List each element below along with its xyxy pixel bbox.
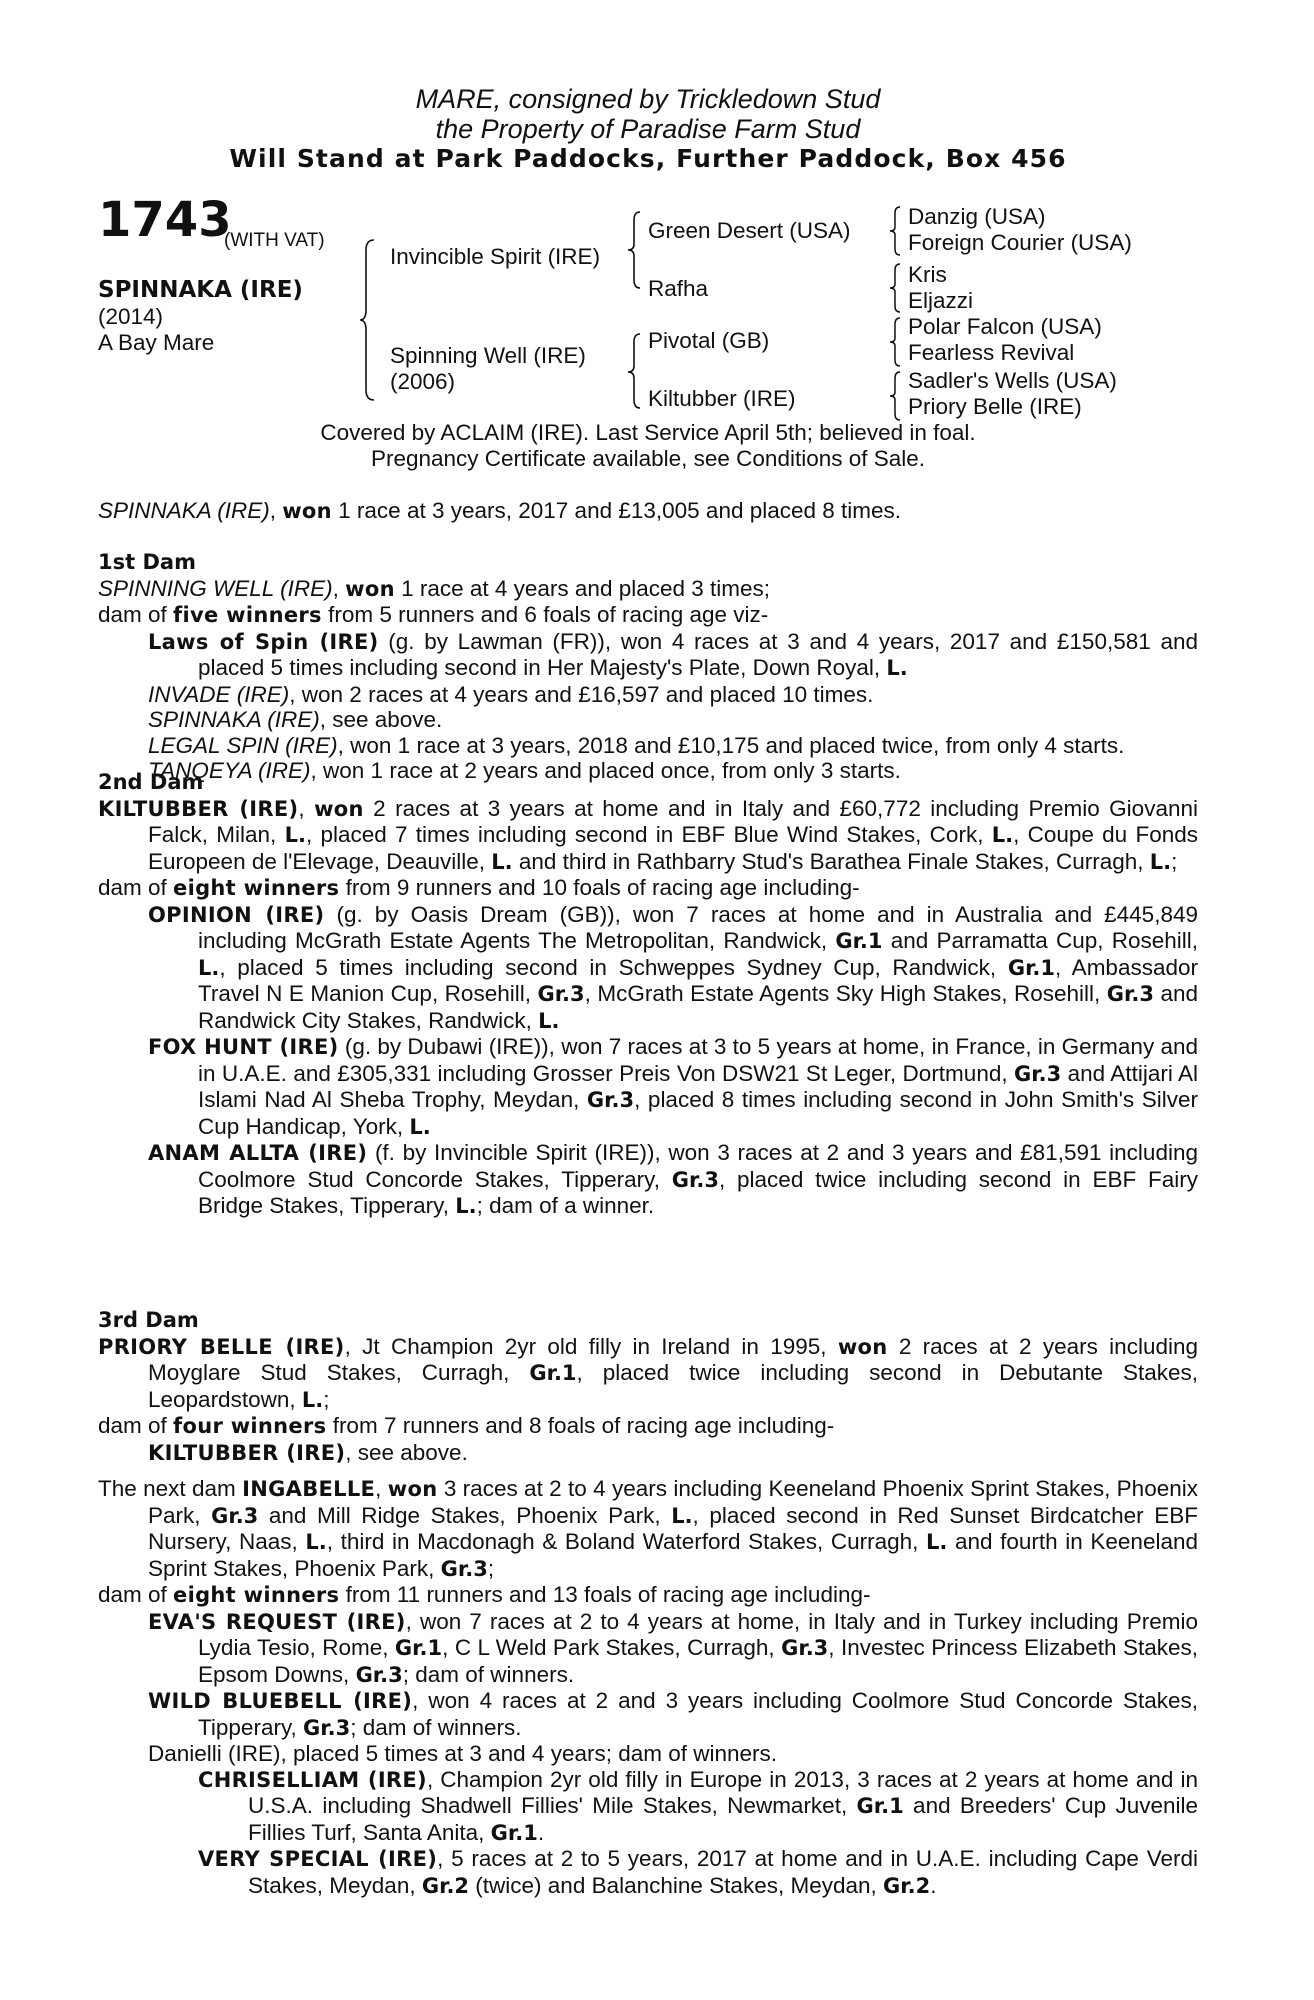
produce-text: (g. by Dubawi (IRE)), won 7 races at 3 to 5 years at home, in France, in Germany and in U.A.E. and £305,331 including Grosser Preis Von DSW21 St Leger, Dortmund, bbox=[198, 1034, 1199, 1086]
listed-mark: L. bbox=[455, 1194, 477, 1218]
produce-entry bbox=[148, 1440, 1198, 1467]
produce-text: (f. by Invincible Spirit (IRE)), won 3 races at 2 and 3 years and £81,591 including Coolmore Stud Concorde Stakes, Tipperary, bbox=[198, 1140, 1198, 1192]
produce-name: OPINION (IRE) bbox=[148, 902, 325, 927]
dam-of-label: dam of bbox=[98, 1582, 174, 1607]
next-dam-produce-summary bbox=[98, 1582, 1198, 1609]
first-dam-won: won bbox=[345, 576, 395, 601]
produce-text: , Champion 2yr old filly in Europe in 2013, 3 races at 2 years at home and in U.S.A. including Shadwell Fillies' Mile Stakes, Newmarket, bbox=[248, 1766, 1198, 1818]
group-mark: Gr.1 bbox=[490, 1820, 538, 1845]
runners-text: from 11 runners and 13 foals of racing age including- bbox=[339, 1582, 871, 1607]
produce-entry bbox=[148, 1688, 1198, 1741]
produce-text: (g. by Lawman (FR)), won 4 races at 3 and 4 years, 2017 and £150,581 and placed 5 times including second in Her Majesty's Plate, Down Royal, bbox=[198, 628, 1198, 680]
produce-entry bbox=[198, 1846, 1198, 1899]
third-dam-produce-summary bbox=[98, 1413, 1198, 1440]
produce-text: , won 7 races at 2 to 4 years at home, in Italy and in Turkey including Premio Lydia Tesio, Rome, bbox=[198, 1608, 1198, 1660]
first-dam-produce-summary bbox=[98, 602, 1198, 629]
dam-sire-dam: Fearless Revival bbox=[908, 340, 1075, 365]
pregnancy-line: Pregnancy Certificate available, see Conditions of Sale. bbox=[370, 445, 926, 471]
listed-mark: L. bbox=[305, 1530, 327, 1554]
produce-text: , won 1 race at 3 years, 2018 and £10,175 and placed twice, from only 4 starts. bbox=[337, 732, 1125, 758]
second-dam-section bbox=[98, 770, 1198, 1220]
summary-text: 1 race at 3 years, 2017 and £13,005 and placed 8 times. bbox=[331, 498, 902, 523]
pedigree-brace-sd bbox=[888, 262, 904, 314]
group-mark: Gr.3 bbox=[211, 1503, 259, 1528]
produce-name: INVADE (IRE) bbox=[148, 681, 290, 707]
runners-text: from 9 runners and 10 foals of racing age including- bbox=[339, 875, 860, 900]
produce-text: , 5 races at 2 to 5 years, 2017 at home and in U.A.E. including Cape Verdi Stakes, Meydan, bbox=[248, 1846, 1198, 1898]
produce-text: (twice) and Balanchine Stakes, Meydan, bbox=[469, 1872, 884, 1898]
produce-text: and Parramatta Cup, Rosehill, bbox=[882, 928, 1198, 953]
record-text: , placed second in Red Sunset Birdcatcher EBF Nursery, Naas, bbox=[148, 1502, 1198, 1554]
record-text: and Mill Ridge Stakes, Phoenix Park, bbox=[258, 1502, 672, 1528]
group-mark: Gr.1 bbox=[856, 1794, 904, 1818]
produce-text: ; dam of winners. bbox=[402, 1661, 575, 1687]
dam-of-label: dam of bbox=[98, 1413, 174, 1438]
group-mark: Gr.1 bbox=[529, 1361, 577, 1385]
first-dam-name: SPINNING WELL (IRE) bbox=[98, 575, 333, 601]
covered-line: Covered by ACLAIM (IRE). Last Service April 5th; believed in foal. bbox=[320, 420, 976, 445]
produce-text: ; dam of a winner. bbox=[476, 1193, 655, 1218]
produce-entry bbox=[148, 1034, 1198, 1140]
produce-entry bbox=[148, 1609, 1198, 1689]
produce-entry bbox=[148, 707, 1198, 733]
sire-sire: Green Desert (USA) bbox=[648, 218, 851, 243]
produce-text: , see above. bbox=[319, 707, 443, 732]
group-mark: Gr.1 bbox=[394, 1636, 443, 1660]
mare-summary: SPINNAKA (IRE), won 1 race at 3 years, 2017 and £13,005 and placed 8 times. bbox=[98, 498, 902, 523]
sire-sire-sire: Danzig (USA) bbox=[908, 204, 1046, 229]
vat-note: (WITH VAT) bbox=[224, 230, 325, 251]
produce-text: and Breeders' Cup Juvenile Fillies Turf, Santa Anita, bbox=[248, 1793, 1198, 1845]
record-text: ; bbox=[1171, 848, 1178, 874]
second-dam-produce-summary bbox=[98, 875, 1198, 902]
record-text: 2 races at 2 years including Moyglare Stud Stakes, Curragh, bbox=[148, 1333, 1199, 1385]
produce-name: TANQEYA (IRE) bbox=[148, 758, 311, 783]
third-dam-won: won bbox=[837, 1334, 888, 1359]
produce-entry bbox=[148, 902, 1198, 1035]
next-dam-label: The next dam bbox=[98, 1476, 243, 1501]
produce-name: CHRISELLIAM (IRE) bbox=[198, 1767, 427, 1792]
dam-of-label: dam of bbox=[98, 602, 174, 627]
next-dam-section bbox=[98, 1476, 1198, 1899]
group-mark: Gr.2 bbox=[883, 1873, 931, 1898]
group-mark: Gr.3 bbox=[586, 1088, 635, 1112]
produce-entry bbox=[198, 1767, 1198, 1847]
sire-dam-sire: Kris bbox=[908, 262, 947, 287]
produce-entry bbox=[148, 682, 1198, 708]
produce-text: , see above. bbox=[345, 1439, 468, 1465]
produce-text: (g. by Oasis Dream (GB)), won 7 races at home and in Australia and £445,849 including McGrath Estate Agents The Metropolitan, Randwick, bbox=[198, 901, 1198, 953]
record-text: ; bbox=[323, 1386, 330, 1412]
third-dam-section bbox=[98, 1308, 1198, 1466]
group-mark: Gr.3 bbox=[781, 1636, 829, 1660]
group-mark: Gr.3 bbox=[440, 1556, 488, 1581]
dam-sire: Pivotal (GB) bbox=[648, 328, 770, 353]
produce-text: ; dam of winners. bbox=[350, 1714, 522, 1740]
produce-entry: Danielli (IRE), placed 5 times at 3 and 4 years; dam of winners. bbox=[148, 1741, 778, 1766]
produce-text: and Randwick City Stakes, Randwick, bbox=[198, 981, 1198, 1033]
summary-name: SPINNAKA (IRE) bbox=[98, 498, 270, 523]
produce-text: , won 1 race at 2 years and placed once, from only 3 starts. bbox=[310, 758, 901, 783]
listed-mark: L. bbox=[409, 1114, 431, 1139]
record-text: and fourth in Keeneland Sprint Stakes, Phoenix Park, bbox=[148, 1529, 1198, 1581]
first-dam-record: SPINNING WELL (IRE), won 1 race at 4 years and placed 3 times; bbox=[98, 575, 771, 601]
group-mark: Gr.3 bbox=[1014, 1061, 1062, 1086]
horse-year: (2014) bbox=[98, 304, 164, 329]
sire: Invincible Spirit (IRE) bbox=[390, 244, 601, 269]
winners-count: four winners bbox=[173, 1414, 327, 1438]
winners-count: eight winners bbox=[173, 1583, 340, 1607]
record-text: , Jt Champion 2yr old filly in Ireland in 1995, bbox=[344, 1333, 838, 1359]
lot-number: 1743 bbox=[98, 192, 232, 248]
produce-text: , won 4 races at 2 and 3 years including Coolmore Stud Concorde Stakes, Tipperary, bbox=[198, 1688, 1198, 1740]
second-dam-record: KILTUBBER (IRE), won 2 races at 3 years at home and in Italy and £60,772 including Premio Giovanni Falck, Milan, L., placed 7 times including second in EBF Blue Wind Stakes, Cork, L., Coupe du Fonds Europeen de l'Elevage, Deauville, L. and third in Rathbarry Stud's Barathea Finale Stakes, Curragh, L.; bbox=[98, 795, 1198, 874]
produce-entry bbox=[148, 733, 1198, 759]
dam-sire-sire: Polar Falcon (USA) bbox=[908, 314, 1102, 339]
group-mark: Gr.1 bbox=[1007, 955, 1056, 980]
pedigree-brace-dd bbox=[888, 370, 904, 422]
listed-mark: L. bbox=[301, 1387, 324, 1412]
group-mark: Gr.3 bbox=[671, 1167, 719, 1192]
third-dam-name: PRIORY BELLE (IRE) bbox=[98, 1334, 345, 1359]
pedigree-brace-main bbox=[360, 238, 380, 402]
third-dam-record bbox=[98, 1334, 1198, 1414]
sire-dam: Rafha bbox=[648, 276, 709, 301]
winners-count: five winners bbox=[173, 603, 322, 627]
second-dam-won: won bbox=[314, 796, 364, 821]
dam-of-label: dam of bbox=[98, 875, 174, 900]
produce-text: , placed 8 times including second in John Smith's Silver Cup Handicap, York, bbox=[198, 1087, 1198, 1139]
lot-header bbox=[98, 84, 1198, 174]
sire-sire-dam: Foreign Courier (USA) bbox=[908, 230, 1132, 255]
second-dam-title: 2nd Dam bbox=[98, 770, 204, 794]
record-text: ; bbox=[487, 1555, 495, 1581]
runners-text: from 5 runners and 6 foals of racing age viz- bbox=[321, 602, 769, 627]
runners-text: from 7 runners and 8 foals of racing age including- bbox=[326, 1413, 835, 1438]
summary-won: won bbox=[282, 499, 332, 523]
listed-mark: L. bbox=[886, 656, 908, 680]
produce-entry bbox=[148, 629, 1198, 682]
produce-name: LEGAL SPIN (IRE) bbox=[148, 732, 338, 758]
produce-text: , McGrath Estate Agents Sky High Stakes, Rosehill, bbox=[584, 981, 1107, 1006]
listed-mark: L. bbox=[284, 823, 306, 847]
listed-mark: L. bbox=[991, 823, 1014, 847]
first-dam-text: 1 race at 4 years and placed 3 times; bbox=[394, 575, 771, 601]
pedigree-brace-ds bbox=[888, 316, 904, 368]
produce-name: SPINNAKA (IRE) bbox=[148, 707, 320, 732]
property-line: the Property of Paradise Farm Stud bbox=[435, 114, 861, 144]
produce-name: ANAM ALLTA (IRE) bbox=[148, 1141, 368, 1165]
record-text: 2 races at 3 years at home and in Italy and £60,772 including Premio Giovanni Falck, Milan, bbox=[148, 795, 1198, 847]
produce-text: , Investec Princess Elizabeth Stakes, Epsom Downs, bbox=[198, 1635, 1198, 1687]
listed-mark: L. bbox=[538, 1008, 560, 1033]
record-text: and third in Rathbarry Stud's Barathea Finale Stakes, Curragh, bbox=[512, 848, 1150, 874]
produce-entry bbox=[148, 1140, 1198, 1220]
produce-name: FOX HUNT (IRE) bbox=[148, 1035, 339, 1059]
produce-name: EVA'S REQUEST (IRE) bbox=[148, 1609, 406, 1634]
listed-mark: L. bbox=[198, 955, 220, 980]
produce-text: . bbox=[930, 1872, 937, 1898]
listed-mark: L. bbox=[491, 849, 513, 874]
horse-name: SPINNAKA (IRE) bbox=[98, 277, 303, 303]
group-mark: Gr.3 bbox=[303, 1715, 351, 1740]
dam: Spinning Well (IRE) bbox=[390, 343, 586, 368]
pedigree-brace-ss bbox=[888, 205, 904, 257]
listed-mark: L. bbox=[671, 1503, 693, 1528]
listed-mark: L. bbox=[925, 1530, 948, 1554]
next-dam-record bbox=[98, 1476, 1198, 1582]
record-text: , bbox=[375, 1476, 388, 1501]
horse-description: A Bay Mare bbox=[98, 330, 215, 355]
pedigree-brace-dam bbox=[626, 332, 644, 412]
third-dam-title: 3rd Dam bbox=[98, 1308, 199, 1332]
produce-text: , placed twice including second in EBF Fairy Bridge Stakes, Tipperary, bbox=[198, 1166, 1199, 1218]
produce-text: , Ambassador Travel N E Manion Cup, Rosehill, bbox=[198, 954, 1198, 1006]
produce-name: WILD BLUEBELL (IRE) bbox=[148, 1689, 413, 1713]
group-mark: Gr.3 bbox=[1106, 982, 1154, 1006]
produce-name: VERY SPECIAL (IRE) bbox=[198, 1847, 438, 1871]
sire-dam-dam: Eljazzi bbox=[908, 288, 974, 313]
produce-text: , C L Weld Park Stakes, Curragh, bbox=[442, 1635, 782, 1660]
dam-dam-sire: Sadler's Wells (USA) bbox=[908, 368, 1117, 393]
group-mark: Gr.3 bbox=[537, 982, 585, 1006]
winners-count: eight winners bbox=[173, 876, 340, 900]
second-dam-name: KILTUBBER (IRE) bbox=[98, 796, 299, 821]
produce-name: KILTUBBER (IRE) bbox=[148, 1440, 346, 1465]
covered-note bbox=[98, 420, 1198, 471]
pedigree-brace-sire bbox=[626, 210, 644, 292]
record-text: 3 races at 2 to 4 years including Keeneland Phoenix Sprint Stakes, Phoenix Park, bbox=[148, 1476, 1198, 1528]
group-mark: Gr.1 bbox=[835, 929, 883, 953]
produce-text: . bbox=[537, 1819, 545, 1845]
location-line: Will Stand at Park Paddocks, Further Paddock, Box 456 bbox=[229, 144, 1067, 173]
group-mark: Gr.3 bbox=[355, 1662, 403, 1687]
listed-mark: L. bbox=[1149, 849, 1172, 874]
produce-text: , placed 5 times including second in Schweppes Sydney Cup, Randwick, bbox=[219, 954, 1008, 980]
record-text: , placed twice including second in Debutante Stakes, Leopardstown, bbox=[148, 1360, 1198, 1412]
dam-dam-dam: Priory Belle (IRE) bbox=[908, 394, 1082, 419]
dam-year: (2006) bbox=[390, 369, 456, 394]
produce-text: and Attijari Al Islami Nad Al Sheba Trophy, Meydan, bbox=[198, 1060, 1198, 1112]
first-dam-section bbox=[98, 550, 1198, 784]
record-text: , third in Macdonagh & Boland Waterford Stakes, Curragh, bbox=[326, 1529, 926, 1554]
produce-name: Laws of Spin (IRE) bbox=[148, 629, 379, 654]
consignor-line: MARE, consigned by Trickledown Stud bbox=[415, 84, 881, 114]
record-text: , placed 7 times including second in EBF Blue Wind Stakes, Cork, bbox=[305, 822, 992, 847]
record-text: , Coupe du Fonds Europeen de l'Elevage, Deauville, bbox=[148, 822, 1198, 874]
next-dam-won: won bbox=[387, 1477, 438, 1501]
dam-dam: Kiltubber (IRE) bbox=[648, 386, 796, 411]
first-dam-title: 1st Dam bbox=[98, 550, 196, 574]
group-mark: Gr.2 bbox=[421, 1873, 470, 1898]
produce-text: , won 2 races at 4 years and £16,597 and placed 10 times. bbox=[289, 681, 874, 707]
next-dam-name: INGABELLE bbox=[242, 1477, 376, 1501]
